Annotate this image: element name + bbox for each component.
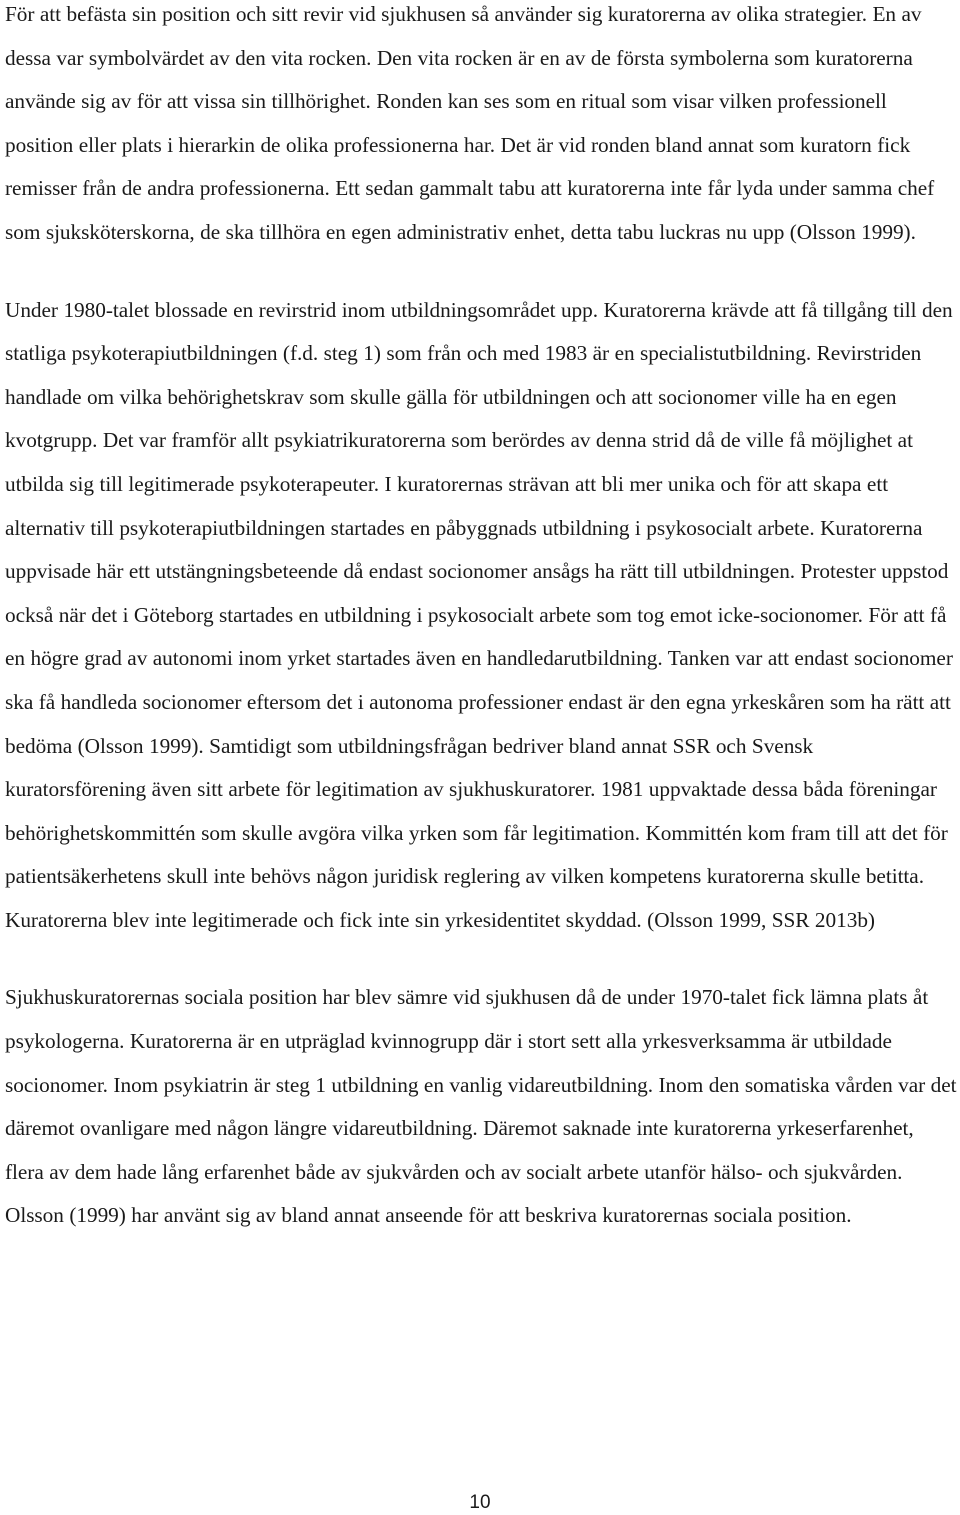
paragraph-education-dispute: Under 1980-talet blossade en revirstrid inom utbildningsområdet upp. Kuratorerna krävde att få tillgång till den statliga psykoterapiutbildningen (f.d. steg 1) som från och med 1983 är en specialistutbildning. Revirstriden handlade om vilka behörighetskrav som skulle gälla för utbildningen och att socionomer ville ha en egen kvotgrupp. Det var framför allt psykiatrikuratorerna som berördes av denna strid då de ville få möjlighet at utbilda sig till legitimerade psykoterapeuter. I kuratorernas strävan att bli mer unika och för att skapa ett alternativ till psykoterapiutbildningen startades en påbyggnads utbildning i psykosocialt arbete. Kuratorerna uppvisade här ett utstängningsbeteende då endast socionomer ansågs ha rätt till utbildningen. Protester uppstod också när det i Göteborg startades en utbildning i psykosocialt arbete som tog emot icke-socionomer. För att få en högre grad av autonomi inom yrket startades även en handledarutbildning. Tanken var att endast socionomer ska få handleda socionomer eftersom det i autonoma professioner endast är den egna yrkeskåren som ha rätt att bedöma (Olsson 1999). Samtidigt som utbildningsfrågan bedriver bland annat SSR och Svensk kuratorsförening även sitt arbete för legitimation av sjukhuskuratorer. 1981 uppvaktade dessa båda föreningar behörighetskommittén som skulle avgöra vilka yrken som får legitimation. Kommittén kom fram till att det för patientsäkerhetens skull inte behövs någon juridisk reglering av vilken kompetens kuratorerna skulle betitta. Kuratorerna blev inte legitimerade och fick inte sin yrkesidentitet skyddad. (Olsson 1999, SSR 2013b) (5, 297, 953, 932)
document-page (5, 0, 957, 1238)
paragraph-revir-strategies: För att befästa sin position och sitt revir vid sjukhusen så använder sig kuratorerna av olika strategier. En av dessa var symbolvärdet av den vita rocken. Den vita rocken är en av de första symbolerna som kuratorerna använde sig av för att vissa sin tillhörighet. Ronden kan ses som en ritual som visar vilken professionell position eller plats i hierarkin de olika professionerna har. Det är vid ronden bland annat som kuratorn fick remisser från de andra professionerna. Ett sedan gammalt tabu att kuratorerna inte får lyda under samma chef som sjuksköterskorna, de ska tillhöra en egen administrativ enhet, detta tabu luckras nu upp (Olsson 1999). (5, 2, 935, 244)
page-number: 10 (469, 1492, 491, 1513)
paragraph-social-position: Sjukhuskuratorernas sociala position har blev sämre vid sjukhusen då de under 1970-talet fick lämna plats åt psykologerna. Kuratorerna är en utpräglad kvinnogrupp där i stort sett alla yrkesverksamma är utbildade socionomer. Inom psykiatrin är steg 1 utbildning en vanlig vidareutbildning. Inom den somatiska vården var det däremot ovanligare med någon längre vidareutbildning. Däremot saknade inte kuratorerna yrkeserfarenhet, flera av dem hade lång erfarenhet både av sjukvården och av socialt arbete utanför hälso- och sjukvården. Olsson (1999) har använt sig av bland annat anseende för att beskriva kuratorernas sociala position. (5, 985, 957, 1228)
